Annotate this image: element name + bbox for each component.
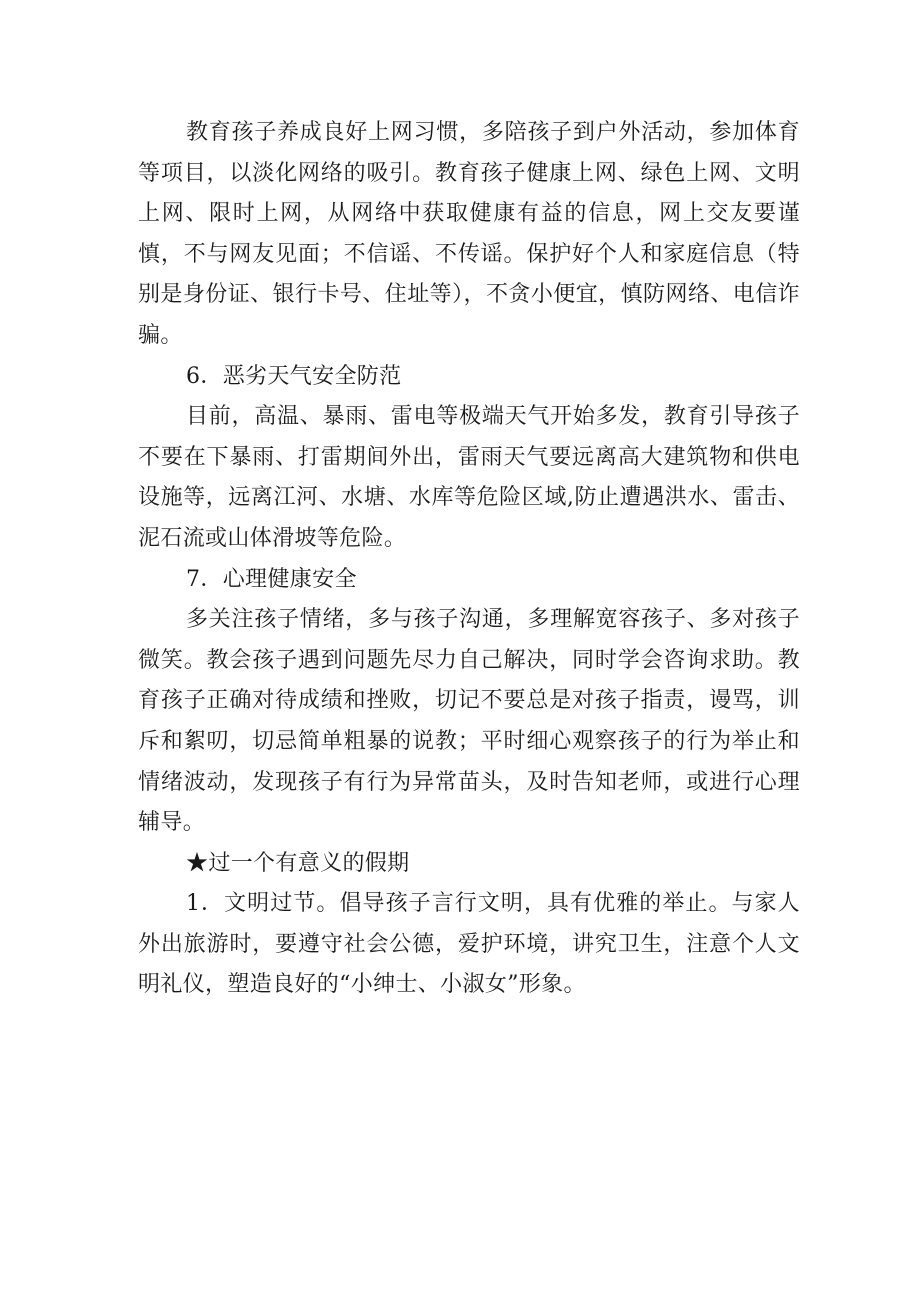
heading-bad-weather: 6．恶劣天气安全防范 [186, 363, 402, 389]
paragraph-online-safety: 教育孩子养成良好上网习惯，多陪孩子到户外活动，参加体育等项目，以淡化网络的吸引。教育孩子健康上网、绿色上网、文明上网、限时上网，从网络中获取健康有益的信息，网上交友要谨慎，不与网友见面；不信谣、不传谣。保护好个人和家庭信息（特别是身份证、银行卡号、住址等），不贪小便宜，慎防网络、电信诈骗。 [138, 120, 800, 348]
paragraph-mental-health: 多关注孩子情绪，多与孩子沟通，多理解宽容孩子、多对孩子微笑。教会孩子遇到问题先尽力自己解决，同时学会咨询求助。教育孩子正确对待成绩和挫败，切记不要总是对孩子指责，谩骂，训斥和絮叨，切忌简单粗暴的说教；平时细心观察孩子的行为举止和情绪波动，发现孩子有行为异常苗头，及时告知老师，或进行心理辅导。 [138, 607, 800, 836]
paragraph-bad-weather: 目前，高温、暴雨、雷电等极端天气开始多发，教育引导孩子不要在下暴雨、打雷期间外出，雷雨天气要远离高大建筑物和供电设施等，远离江河、水塘、水库等危险区域,防止遭遇洪水、雷击、泥石流或山体滑坡等危险。 [138, 404, 800, 551]
heading-meaningful-holiday: ★过一个有意义的假期 [186, 850, 410, 876]
paragraph-civilized-holiday: 1．文明过节。倡导孩子言行文明，具有优雅的举止。与家人外出旅游时，要遵守社会公德，爱护环境，讲究卫生，注意个人文明礼仪，塑造良好的“小绅士、小淑女”形象。 [138, 891, 800, 998]
document-page [138, 113, 800, 1006]
heading-mental-health: 7．心理健康安全 [186, 566, 357, 592]
